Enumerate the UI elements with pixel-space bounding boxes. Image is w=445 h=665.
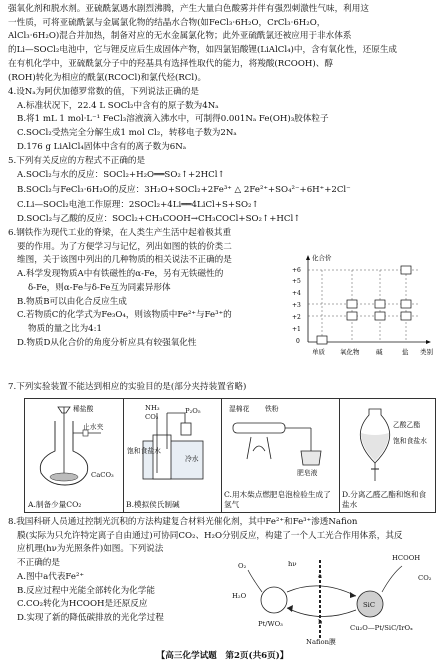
y-tick: +4 — [292, 290, 301, 297]
option-a: A.图中a代表Fe²⁺ — [17, 571, 84, 582]
label-b: b — [318, 618, 323, 626]
label: 饱和食盐水 — [393, 437, 427, 445]
label: 肥皂液 — [297, 469, 318, 477]
label: CaCO₃ — [91, 471, 114, 479]
x-tick: 碱 — [376, 348, 383, 356]
page-footer: 【高三化学试题 第2页(共6页)】 — [156, 651, 289, 661]
box-f — [401, 300, 411, 308]
label-hv: hν — [288, 560, 297, 568]
caption: C.用木柴点燃肥皂泡检验生成了氢气 — [224, 490, 331, 509]
x-axis-title: 类别 — [420, 348, 433, 356]
hou-process-apparatus-icon — [123, 403, 221, 488]
label-co2: CO₂ — [418, 574, 432, 582]
box-a — [317, 336, 327, 344]
panel-b — [123, 399, 222, 512]
question-5 — [8, 155, 351, 227]
label-a: a — [318, 572, 323, 580]
y-tick: +1 — [292, 326, 301, 333]
intro-paragraph — [8, 3, 397, 85]
intro-line: (ROH)转化为相应的酰氯(RCOCl)和氯代烃(RCl)。 — [8, 72, 207, 83]
question-stem: 5.下列有关反应的方程式不正确的是 — [8, 156, 146, 166]
arrow-b — [287, 608, 356, 617]
q6-line: 6.钢铁作为现代工业的脊梁，在人类生产生活中起着极其重 — [8, 228, 232, 238]
label-left-catalyst: Pt/WO₃ — [258, 620, 283, 628]
label-hcooh: HCOOH — [392, 554, 421, 562]
panel-a — [25, 399, 124, 512]
box-d — [375, 300, 385, 308]
label: 止水夹 — [83, 423, 104, 431]
question-7-stem: 7.下列实验装置不能达到相应的实验目的是(部分夹持装置省略) — [8, 382, 247, 392]
option-c: C.CO₂转化为HCOOH是还原反应 — [17, 599, 148, 610]
option-d: D.SOCl₂与乙酸的反应：SOCl₂+CH₃COOH→CH₃COCl+SO₂↑+HCl↑ — [17, 214, 301, 225]
photosynthesis-diagram — [232, 552, 437, 647]
label-right-catalyst: Cu₂O—Pt/SiC/IrOₓ — [350, 624, 413, 632]
panel-d — [339, 399, 435, 512]
x-tick: 单质 — [312, 348, 325, 356]
y-tick: +6 — [292, 267, 301, 274]
x-tick: 氧化物 — [340, 348, 360, 356]
option-a: A.科学发现物质A中有铁磁性的α-Fe，另有无铁磁性的 — [17, 269, 224, 280]
label: 乙酸乙酯 — [393, 421, 421, 429]
iron-steam-apparatus-icon — [221, 403, 339, 475]
q6-line: 要的作用。为了方便学习与记忆，列出如图的铁的价类二 — [17, 241, 232, 252]
y-tick: +2 — [292, 314, 301, 321]
substance-boxes — [317, 266, 411, 344]
label: 铁粉 — [265, 405, 279, 413]
arrow-hcooh — [382, 566, 402, 592]
arrowhead-icon — [350, 592, 356, 598]
box-b — [347, 300, 357, 308]
caption: A.制备少量CO₂ — [28, 500, 82, 509]
label: NH₃ — [145, 404, 160, 412]
label: 湿棉花 — [229, 405, 250, 413]
option-d: D.176 g LiAlCl₄固体中含有的离子数为6Nₐ — [17, 141, 187, 152]
arrowhead-icon — [287, 605, 293, 612]
intro-line: 一性质，可将亚硫酰氯与金属氯化物的结晶水合物(如FeCl₃·6H₂O，CrCl₃·6H₂O， — [8, 17, 326, 28]
option-a: A.SOCl₂与水的反应：SOCl₂+H₂O══SO₂↑+2HCl↑ — [17, 169, 225, 180]
question-6 — [8, 227, 288, 350]
label: P₂O₅ — [185, 407, 201, 415]
caption: D.分离乙醛乙酯和饱和食盐水 — [342, 490, 427, 509]
caption: B.模拟侯氏制碱 — [126, 500, 180, 509]
panel-c — [221, 399, 340, 512]
arrow-a — [287, 586, 356, 596]
box-c — [347, 312, 357, 320]
intro-line: 强氧化剂和脱水剂。亚硫酰氯遇水剧烈沸腾，产生大量白色酸雾并伴有强烈刺激性气味，利用这 — [8, 4, 369, 14]
label: 稀盐酸 — [73, 405, 94, 413]
intro-line: 的Li—SOCl₂电池中，它与锂反应后生成固体产物，如四氯铝酸锂(LiAlCl₄)中，含有氧化性，还原生成 — [8, 45, 398, 56]
q8-line: 应机理(hν为光照条件)如图。下列说法 — [17, 544, 164, 555]
label: 冷水 — [185, 455, 199, 463]
q8-line: 8.我国科研人员通过控制光沉积的方法构建复合材料光催化剂，其中Fe²⁺和Fe³⁺渗透Nafion — [8, 517, 358, 527]
intro-line: AlCl₃·6H₂O)混合并加热，制备对应的无水金属氯化物；此外亚硫酰氯还被应用于非水体系 — [8, 31, 352, 42]
x-tick: 盐 — [402, 348, 409, 356]
option-c: C.若物质C的化学式为Fe₃O₄，则该物质中Fe²⁺与Fe³⁺的 — [17, 310, 232, 321]
option-b: B.将1 mL 1 mol·L⁻¹ FeCl₃溶液滴入沸水中，可制得0.001Nₐ Fe(OH)₃胶体粒子 — [17, 114, 329, 125]
option-c: C.SOCl₂受热完全分解生成1 mol Cl₂，转移电子数为2Nₐ — [17, 128, 237, 139]
label-o2: O₂ — [238, 562, 247, 570]
iron-valence-chart — [288, 250, 438, 360]
y-tick: 0 — [296, 338, 300, 345]
y-tick: +5 — [292, 278, 301, 285]
q6-line: δ-Fe，则α-Fe与δ-Fe互为同素异形体 — [28, 282, 171, 293]
q8-line: 膜(实际为只允许特定离子自由通过)可协同CO₂、H₂O分别反应，构建了一个人工光合作用体系，其反 — [17, 530, 403, 541]
y-arrow-icon — [306, 255, 310, 260]
label-membrane: Nafion膜 — [306, 638, 336, 646]
option-c: C.Li—SOCl₂电池工作原理：2SOCl₂+4Li══4LiCl+S+SO₂↑ — [17, 200, 259, 211]
option-d: D.实现了新的降低碳排放的光化学过程 — [17, 612, 164, 623]
option-a: A.标准状况下，22.4 L SOCl₂中含有的原子数为4Nₐ — [17, 100, 219, 111]
option-b: B.SOCl₂与FeCl₃·6H₂O的反应：3H₂O+SOCl₂+2Fe³⁺ △ 2Fe²⁺+SO₄²⁻+6H⁺+2Cl⁻ — [17, 185, 351, 196]
y-axis-title: 化合价 — [312, 254, 332, 262]
chart-svg — [288, 250, 438, 360]
mechanism-svg — [232, 552, 437, 647]
x-arrow-icon — [426, 340, 431, 344]
q7-figure-row — [24, 398, 436, 513]
label-sic: SiC — [363, 601, 376, 609]
wo3-particle — [261, 587, 287, 613]
question-4 — [8, 86, 329, 155]
intro-line: 在有机化学中，亚硫酰氯分子中的羟基具有选择性取代的能力，将羧酸(RCOOH)、醇 — [8, 58, 333, 69]
box-e — [375, 312, 385, 320]
label-h2o: H₂O — [232, 592, 247, 600]
option-d: D.物质D从化合价的角度分析应具有较强氧化性 — [17, 337, 197, 348]
q8-line: 不正确的是 — [17, 558, 60, 569]
label: CO₂ — [145, 413, 159, 421]
q6-line: 物质的量之比为4:1 — [28, 323, 102, 334]
box-g — [401, 312, 411, 320]
question-stem: 4.设Nₐ为阿伏加德罗常数的值，下列说法正确的是 — [8, 87, 199, 97]
y-tick: +3 — [292, 302, 301, 309]
arrow-o2 — [248, 570, 262, 592]
option-b: B.反应过程中光能全部转化为化学能 — [17, 585, 155, 596]
label: 饱和食盐水 — [127, 447, 161, 455]
option-b: B.物质B可以由化合反应生成 — [17, 296, 127, 307]
q6-line: 维图，关于该图中列出的几种物质的相关说法不正确的是 — [17, 255, 232, 266]
box-h — [401, 266, 411, 274]
